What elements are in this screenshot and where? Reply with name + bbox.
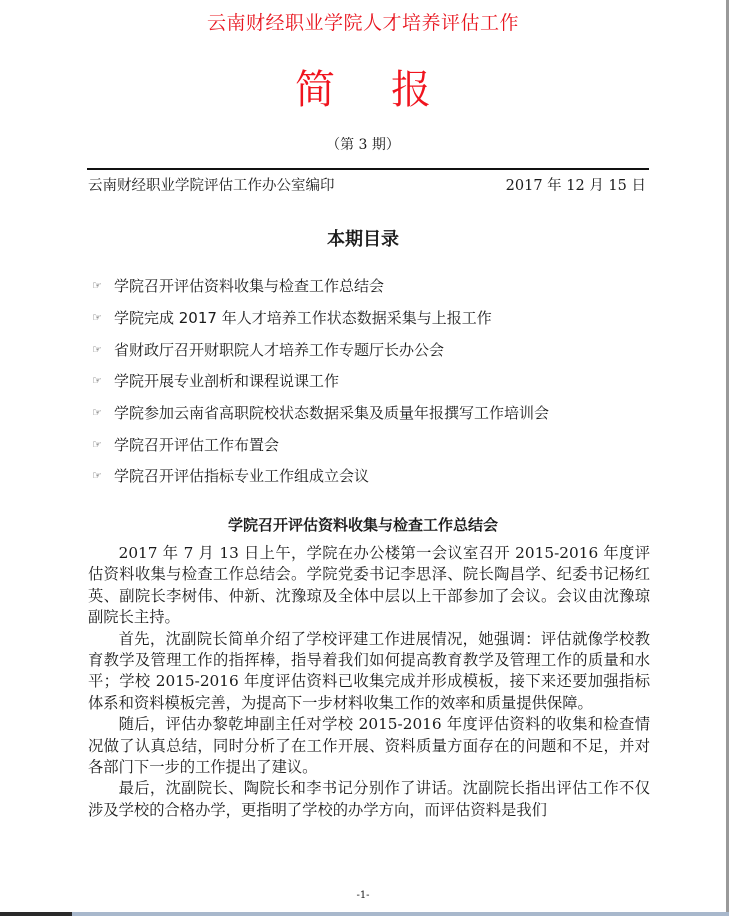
hand-pointer-icon: ☞ (92, 437, 102, 451)
page-number: -1- (356, 890, 370, 901)
toc-list (92, 270, 549, 492)
status-strip (72, 912, 729, 916)
article-paragraph: 2017 年 7 月 13 日上午，学院在办公楼第一会议室召开 2015-2016 年度评估资料收集与检查工作总结会。学院党委书记李思泽、院长陶昌学、纪委书记杨红英、副院长李树伟、仲新、沈豫琼及全体中层以上干部参加了会议。会议由沈豫琼副院长主持。 (88, 544, 650, 627)
editor-line: 云南财经职业学院评估工作办公室编印 (88, 178, 335, 194)
toc-item-label: 学院召开评估工作布置会 (114, 435, 280, 454)
article-paragraph: 首先，沈副院长简单介绍了学校评建工作进展情况，她强调：评估就像学校教育教学及管理工作的指挥棒，指导着我们如何提高教育教学及管理工作的质量和水平；学校 2015-2016 年度评估资料已收集完成并形成模板，接下来还要加强指标体系和资料模板完善，为提高下一步材料收集工作的效率和质量提供保障。 (88, 629, 650, 712)
toc-item-label: 省财政厅召开财职院人才培养工作专题厅长办公会 (114, 340, 445, 359)
article-paragraph: 随后，评估办黎乾坤副主任对学校 2015-2016 年度评估资料的收集和检查情况做了认真总结，同时分析了在工作开展、资料质量方面存在的问题和不足，并对各部门下一步的工作提出了建议。 (88, 715, 650, 777)
hand-pointer-icon: ☞ (92, 279, 102, 293)
article-paragraph: 最后，沈副院长、陶院长和李书记分别作了讲话。沈副院长指出评估工作不仅涉及学校的合格办学，更指明了学校的办学方向，而评估资料是我们 (88, 779, 650, 819)
toc-item (92, 428, 549, 460)
toc-item (92, 397, 549, 429)
toc-item (92, 365, 549, 397)
toc-item-label: 学院完成 2017 年人才培养工作状态数据采集与上报工作 (114, 309, 492, 328)
hand-pointer-icon: ☞ (92, 311, 102, 325)
toc-item-label: 学院召开评估指标专业工作组成立会议 (114, 467, 370, 486)
bottom-border (0, 912, 729, 916)
toc-item (92, 333, 549, 365)
toc-title: 本期目录 (327, 229, 399, 250)
hand-pointer-icon: ☞ (92, 469, 102, 483)
publish-date: 2017 年 12 月 15 日 (505, 178, 646, 194)
toc-item (92, 302, 549, 334)
toc-item-label: 学院召开评估资料收集与检查工作总结会 (114, 277, 385, 296)
article-body (88, 543, 650, 821)
toc-item (92, 460, 549, 492)
toc-item-label: 学院参加云南省高职院校状态数据采集及质量年报撰写工作培训会 (114, 404, 550, 423)
issue-number: （第 3 期） (326, 137, 400, 153)
article-title: 学院召开评估资料收集与检查工作总结会 (227, 516, 498, 534)
hand-pointer-icon: ☞ (92, 342, 102, 356)
toc-item (92, 270, 549, 302)
hand-pointer-icon: ☞ (92, 406, 102, 420)
header-divider (87, 168, 649, 170)
toc-item-label: 学院开展专业剖析和课程说课工作 (114, 372, 340, 391)
hand-pointer-icon: ☞ (92, 374, 102, 388)
brief-title: 简报 (295, 67, 487, 113)
org-title: 云南财经职业学院人才培养评估工作 (206, 12, 519, 34)
